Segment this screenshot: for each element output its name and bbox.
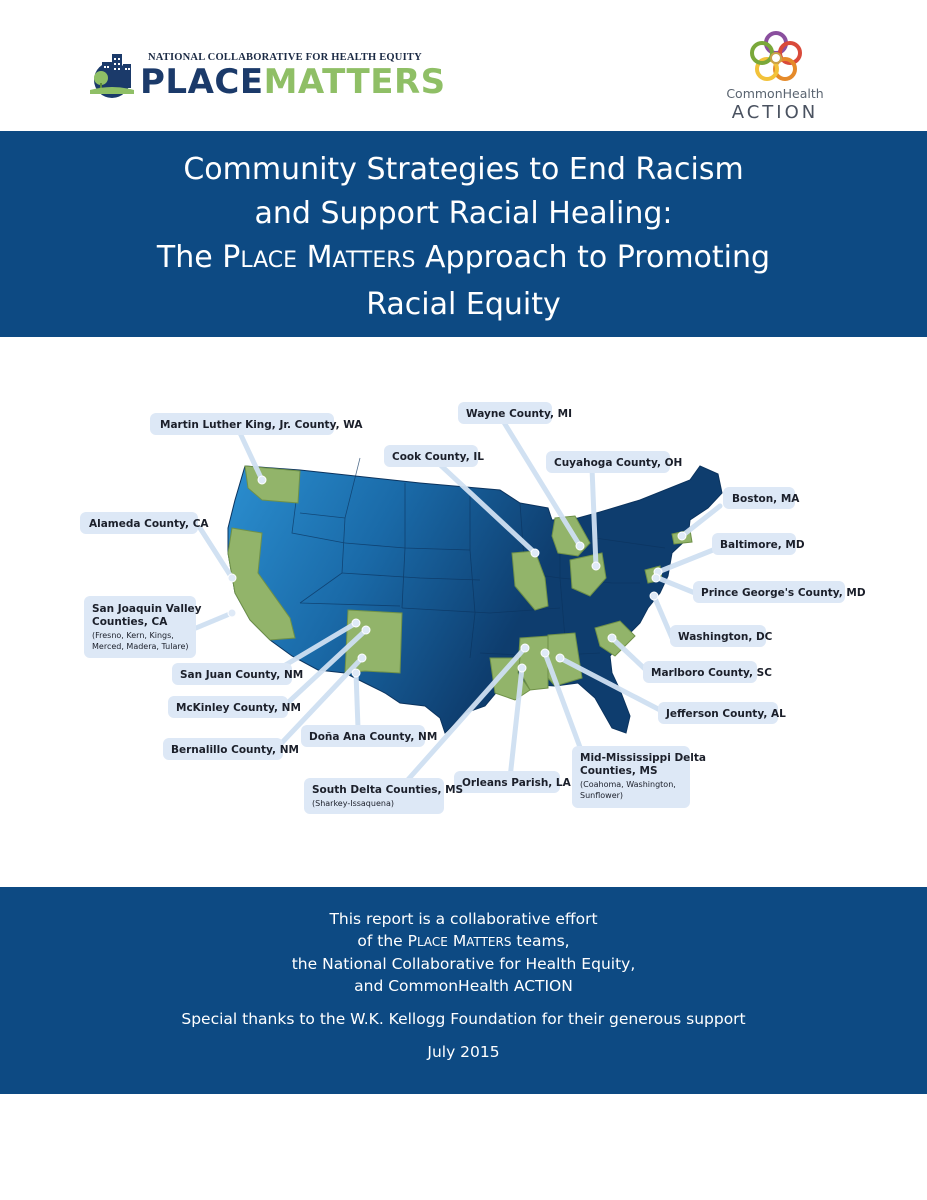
title-sc-atters: ATTERS (332, 248, 416, 273)
label-southdelta-sub: (Sharkey-Issaquena) (312, 799, 394, 808)
label-midmiss-1: Mid-Mississippi Delta (580, 752, 706, 764)
callout-sanjoaquin (84, 596, 202, 658)
credit-sc-atters: ATTERS (466, 935, 512, 949)
wordmark-matters: MATTERS (263, 62, 446, 102)
flower-rings-icon (749, 30, 803, 82)
callout-jefferson (658, 702, 786, 724)
callout-alameda (80, 512, 209, 534)
callout-marlboro (643, 661, 772, 683)
commonhealth-name: CommonHealth (726, 86, 824, 101)
callout-mlk (150, 413, 363, 435)
placematters-logo (88, 48, 446, 103)
label-wayne: Wayne County, MI (466, 408, 572, 420)
credits (0, 908, 927, 997)
callout-boston (723, 487, 800, 509)
label-baltimore: Baltimore, MD (720, 539, 805, 551)
placematters-tagline: NATIONAL COLLABORATIVE FOR HEALTH EQUITY (148, 52, 422, 63)
credit-sc-lace: LACE (416, 935, 448, 949)
callout-donaana (301, 725, 437, 747)
label-midmiss-2: Counties, MS (580, 765, 658, 777)
us-sites-map (0, 338, 927, 888)
label-alameda: Alameda County, CA (89, 518, 209, 530)
label-sanjuan: San Juan County, NM (180, 669, 304, 681)
commonhealth-action-logo (722, 30, 832, 125)
label-sanjoaquin-sub2: Merced, Madera, Tulare) (92, 642, 189, 651)
credit-line-2 (0, 930, 927, 953)
wordmark-place: PLACE (140, 62, 264, 102)
thanks-line: Special thanks to the W.K. Kellogg Foundation for their generous support (181, 1010, 746, 1028)
credit-line-3: the National Collaborative for Health Equity, (291, 955, 636, 973)
label-midmiss-sub2: Sunflower) (580, 791, 624, 800)
credit-line-2-prefix: of the (357, 932, 408, 950)
label-princegeorges: Prince George's County, MD (701, 587, 866, 599)
title-line-2: and Support Racial Healing: (254, 196, 673, 231)
label-sanjoaquin-1: San Joaquin Valley (92, 603, 202, 615)
label-washingtondc: Washington, DC (678, 631, 773, 643)
label-mlk: Martin Luther King, Jr. County, WA (160, 419, 363, 431)
callout-cuyahoga (546, 451, 682, 473)
title-line-3-suffix: Approach to Promoting (415, 240, 771, 275)
label-cuyahoga: Cuyahoga County, OH (554, 457, 683, 469)
label-mckinley: McKinley County, NM (176, 702, 301, 714)
callout-princegeorges (693, 581, 866, 603)
city-buildings-icon (88, 50, 136, 98)
callout-washingtondc (670, 625, 773, 647)
callout-midmiss (572, 746, 706, 808)
label-marlboro: Marlboro County, SC (651, 667, 772, 679)
label-orleans: Orleans Parish, LA (462, 777, 571, 789)
title-sc-lace: LACE (240, 248, 298, 273)
label-donaana: Doña Ana County, NM (309, 731, 438, 743)
title-sc-m: M (306, 240, 333, 275)
label-bernalillo: Bernalillo County, NM (171, 744, 299, 756)
credit-sc-m: M (452, 932, 467, 950)
credit-sc-p: P (407, 932, 417, 950)
title-line-1: Community Strategies to End Racism (183, 152, 744, 187)
callout-orleans (454, 771, 572, 793)
callout-sanjuan (172, 663, 303, 685)
report-title (0, 148, 927, 327)
label-midmiss-sub1: (Coahoma, Washington, (580, 780, 676, 789)
credit-line-1: This report is a collaborative effort (329, 910, 598, 928)
credit-line-4: and CommonHealth ACTION (354, 977, 573, 995)
callout-southdelta (304, 778, 463, 814)
credit-line-2-suffix: teams, (511, 932, 570, 950)
callout-bernalillo (163, 738, 299, 760)
label-sanjoaquin-sub1: (Fresno, Kern, Kings, (92, 631, 174, 640)
commonhealth-action: ACTION (731, 102, 819, 123)
label-southdelta: South Delta Counties, MS (312, 784, 464, 796)
report-date: July 2015 (427, 1043, 500, 1061)
title-band (0, 131, 927, 337)
callout-wayne (458, 402, 572, 424)
callout-mckinley (168, 696, 301, 718)
placematters-wordmark (140, 62, 446, 102)
label-boston: Boston, MA (732, 493, 800, 505)
title-sc-p: P (222, 240, 241, 275)
label-jefferson: Jefferson County, AL (666, 708, 786, 720)
us-outline (228, 466, 722, 733)
callout-baltimore (712, 533, 805, 555)
label-cook: Cook County, IL (392, 451, 484, 463)
title-line-3-prefix: The (156, 240, 223, 275)
title-line-3 (157, 240, 770, 275)
footer-band (0, 887, 927, 1094)
callout-cook (384, 445, 484, 467)
label-sanjoaquin-2: Counties, CA (92, 616, 168, 628)
title-line-4: Racial Equity (366, 287, 561, 322)
